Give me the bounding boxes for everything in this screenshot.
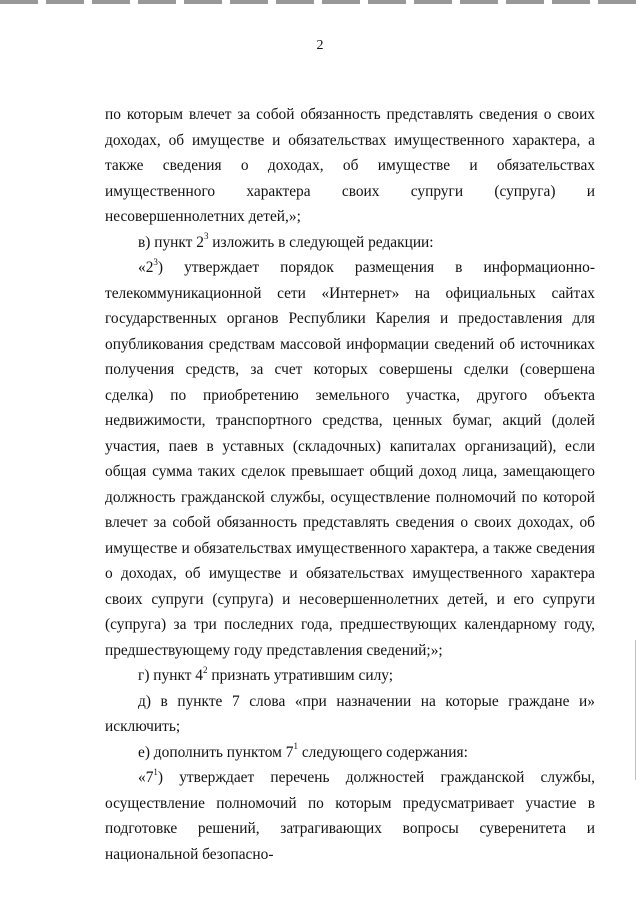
superscript: 3 [203, 231, 209, 242]
paragraph-text: изложить в следующей редакции: [208, 233, 434, 251]
superscript: 1 [153, 766, 158, 777]
superscript: 3 [153, 256, 158, 267]
paragraph-item-v [105, 230, 595, 256]
paragraph-text: «2 [138, 259, 154, 276]
paragraph-text: е) дополнить пунктом 7 [138, 743, 294, 761]
page-number: 2 [316, 38, 324, 53]
superscript: 2 [203, 664, 208, 675]
paragraph-continuation: по которым влечет за собой обязанность представлять сведения о своих доходах, об имуществе и обязательствах имущественного характера, а также сведения о доходах, об имуществе и обязательствах имущественного характера своих супруги (супруга) и несовершеннолетних детей,»; [105, 106, 595, 225]
paragraph-text: признать утратившим силу; [207, 667, 394, 684]
paragraph-text: г) пункт 4 [138, 667, 203, 684]
paragraph-item-e [105, 740, 595, 766]
scan-side-edge [635, 640, 636, 780]
paragraph-text: «7 [138, 769, 154, 786]
paragraph-text: следующего содержания: [297, 743, 468, 761]
paragraph-item-2-3-text [105, 255, 595, 663]
paragraph-item-d: д) в пункте 7 слова «при назначении на которые граждане и» исключить; [105, 692, 595, 735]
superscript: 1 [293, 741, 298, 752]
paragraph-text: ) утверждает порядок размещения в информационно-телекоммуникационной сети «Интернет» на официальных сайтах государственных органов Республики Карелия и предоставления для опубликования средствам массовой информации сведений об источниках получения средств, за счет которых совершены сделки (совершена сделка) по приобретению земельного участка, другого объекта недвижимости, транспортного средства, ценных бумаг, акций (долей участия, паев в уставных (складочных) капиталах организаций), если общая сумма таких сделок превышает общий доход лица, замещающего должность гражданской службы, осуществление полномочий по которой влечет за собой обязанность представлять сведения о своих доходах, об имуществе и обязательствах имущественного характера, а также сведения о доходах, об имуществе и обязательствах имущественного характера своих супруги (супруга) и несовершеннолетних детей, и его супруги (супруга) за три последних года, предшествующих календарному году, предшествующему году представления сведений;»; [105, 259, 595, 659]
paragraph-item-7-1-text [105, 765, 595, 867]
paragraph-text: в) пункт 2 [138, 233, 204, 251]
paragraph-text: ) утверждает перечень должностей гражданской службы, осуществление полномочий по которым предусматривает участие в подготовке решений, затрагивающих вопросы суверенитета и национальной безопасно- [105, 769, 595, 863]
document-body [105, 102, 595, 867]
paragraph-item-g [105, 663, 595, 689]
scan-top-edge [0, 0, 640, 4]
